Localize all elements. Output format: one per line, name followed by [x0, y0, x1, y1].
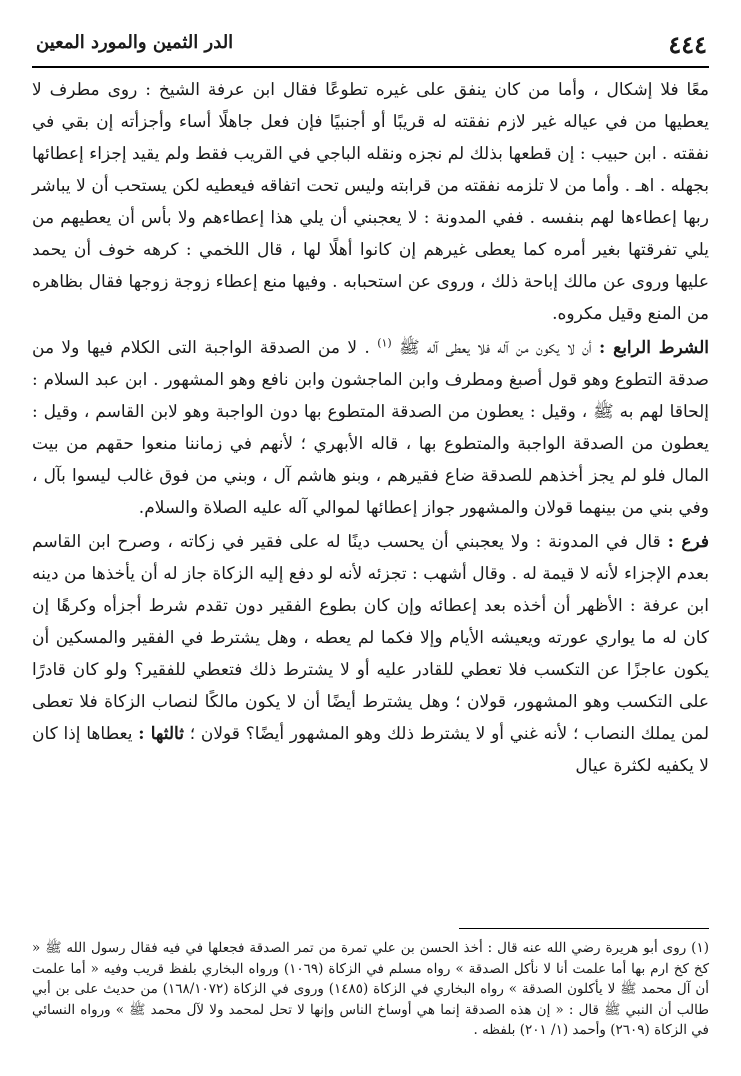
paragraph-3 — [32, 526, 709, 782]
paragraph-3-bold: ثالثها : — [138, 724, 184, 744]
footnote-reference: (١) — [377, 336, 392, 350]
footnote — [32, 938, 709, 1041]
paragraph-2 — [32, 332, 709, 524]
running-title: الدر الثمين والمورد المعين — [36, 32, 234, 53]
paragraph-3-heading: فرع : — [667, 532, 710, 552]
paragraph-2-text-a: أن لا يكون من آله فلا يعطى آله ﷺ — [391, 338, 599, 358]
page-number: ٤٤٤ — [668, 30, 707, 59]
footnote-text: (١) روى أبو هريرة رضي الله عنه قال : أخذ الحسن بن علي تمرة من تمر الصدقة فجعلها في فيه فقال رسول الله ﷺ « كخ كخ ارم بها أما علمت أنا لا نأكل الصدقة » رواه مسلم في الزكاة (١٠٦٩) ورواه البخاري بلفظ قريب وفيه « أما علمت أن آل محمد ﷺ لا يأكلون الصدقة » رواه البخاري في الزكاة (١٤٨٥) وروى في الزكاة (١٦٨/١٠٧٢) من حديث على بن أبي طالب أن النبي ﷺ قال : « إن هذه الصدقة إنما هي أوساخ الناس وإنها لا تحل لمحمد ولا لآل محمد ﷺ » ورواه النسائي في الزكاة (٢٦٠٩) وأحمد (١/ ٢٠١) بلفظه . — [32, 940, 709, 1038]
page-header — [32, 28, 709, 64]
paragraph-3-text-b: يعطاها إذا كان لا يكفيه لكثرة عيال — [32, 724, 709, 776]
paragraph-1: معًا فلا إشكال ، وأما من كان ينفق على غيره تطوعًا فقال ابن عرفة الشيخ : روى مطرف لا يعطيها من في عياله غير لازم نفقته له قريبًا أو أجنبيًا فإن فعل جاهلًا أساء وأجزأته إن بقي في نفقته . ابن حبيب : إن قطعها بذلك لم نجزه ونقله الباجي في القريب فقط ولم يقيد إجزاء إعطائها بجهله . اهـ . وأما من لا تلزمه نفقته من قرابته وليس تحت اتفاقه فيعطيه لكن يستحب أن لا يباشر ربها إعطاءها لهم بنفسه . ففي المدونة : لا يعجبني أن يلي هذا إعطاءهم ولا بأس أن يعطيهم من يلي تفرقتها بغير أمره كما يعطى غيرهم إن كانوا أهلًا لها ، قال اللخمي : كرهه خوف أن يحمد عليها وروى عن مالك إباحة ذلك ، وروى عن استحبابه . وفيها منع إعطاء زوجة زوجها فقال بظاهره من المنع وقيل مكروه. — [32, 80, 709, 324]
page — [32, 28, 709, 1056]
header-rule — [32, 66, 709, 68]
paragraph-2-heading: الشرط الرابع : — [598, 338, 709, 358]
main-text — [32, 74, 709, 782]
paragraph-3-text-a: قال في المدونة : ولا يعجبني أن يحسب دينًا له على فقير في زكاته ، وصرح ابن القاسم بعدم الإجزاء لأنه لا قيمة له . وقال أشهب : تجزئه لأنه لو دفع إليه الزكاة جاز له أن يأخذها من دينه ابن عرفة : الأظهر أن أخذه بعد إعطائه وإن كان بطوع الفقير دون تقدم شرط أجزأه وكرهًا إن كان له ما يواري عورته ويعيشه الأيام وإلا فكما لم يعطه ، وهل يشترط في الفقير والمسكين أن يكون عاجزًا عن التكسب فلا تعطي للقادر عليه أو لا يشترط ذلك فتعطي للفقير؟ ولو كان قادرًا على التكسب وهو المشهور، قولان ؛ وهل يشترط أيضًا أن لا يكون مالكًا لنصاب الزكاة فلا تعطى لمن يملك النصاب ؛ لأنه غني أو لا يشترط ذلك وهو المشهور أيضًا؟ قولان ؛ — [32, 532, 709, 744]
paragraph-2-text-b: . لا من الصدقة الواجبة التى الكلام فيها ولا من صدقة التطوع وهو قول أصبغ ومطرف وابن الماجشون وابن نافع وهو المشهور . ابن عبد السلام : إلحاقا لهم به ﷺ ، وقيل : يعطون من الصدقة المتطوع بها دون الواجبة وهو لابن القاسم ، وقيل : يعطون من الصدقة الواجبة والمتطوع بها ، قاله الأبهري ؛ لأنهم في زماننا منعوا حقهم من بيت المال فلو لم يجز أخذهم للصدقة ضاع فقيرهم ، وبنو هاشم آل ، وبني من فوق غالب ليسوا بآل ، وفي بني من بينهما قولان والمشهور جواز إعطائها لموالي آله عليه الصلاة والسلام. — [32, 338, 709, 518]
footnote-separator — [459, 928, 709, 929]
